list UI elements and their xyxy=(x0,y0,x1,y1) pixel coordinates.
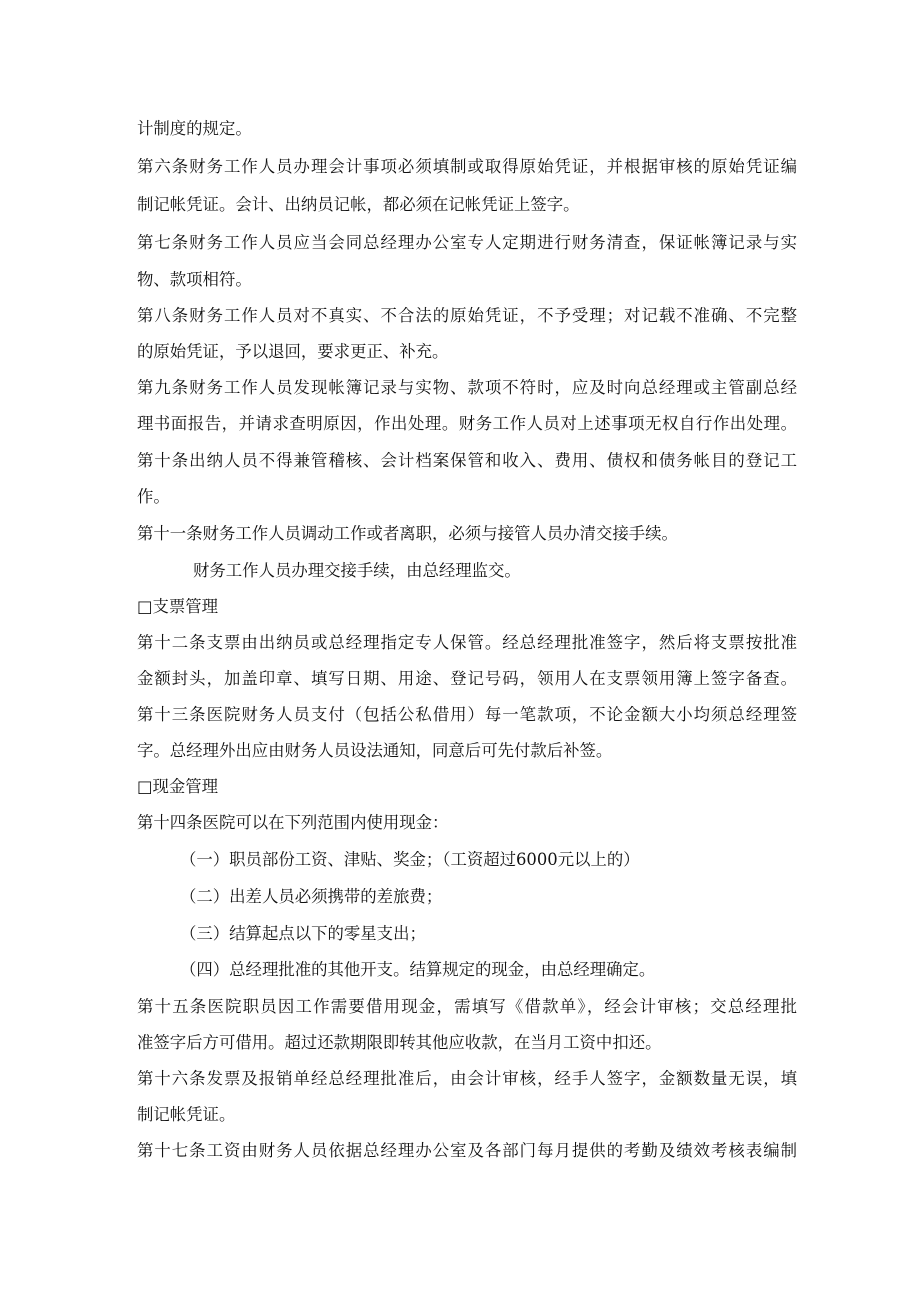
list-item: （四）总经理批准的其他开支。结算规定的现金，由总经理确定。 xyxy=(180,960,656,979)
text-line: 第十一条财务工作人员调动工作或者离职，必须与接管人员办清交接手续。 xyxy=(137,524,678,543)
text-line: 计制度的规定。 xyxy=(137,119,252,138)
list-item: （二）出差人员必须携带的差旅费； xyxy=(180,887,443,906)
text-line: 金额封头，加盖印章、填写日期、用途、登记号码，领用人在支票领用簿上签字备查。 xyxy=(137,669,797,688)
section-heading: □支票管理 xyxy=(137,597,219,616)
text-line: 作。 xyxy=(137,487,170,506)
text-line: 第十三条医院财务人员支付（包括公私借用）每一笔款项，不论金额大小均须总经理签 xyxy=(137,705,797,724)
list-item: （一）职员部份工资、津贴、奖金；（工资超过6000元以上的） xyxy=(180,850,640,869)
text-line: 第九条财务工作人员发现帐簿记录与实物、款项不符时，应及时向总经理或主管副总经 xyxy=(137,378,797,397)
text-line: 第八条财务工作人员对不真实、不合法的原始凭证，不予受理；对记载不准确、不完整 xyxy=(137,306,797,325)
text-line: 第十七条工资由财务人员依据总经理办公室及各部门每月提供的考勤及绩效考核表编制 xyxy=(137,1141,797,1160)
text-line: 财务工作人员办理交接手续，由总经理监交。 xyxy=(193,561,521,580)
text-line: 第六条财务工作人员办理会计事项必须填制或取得原始凭证，并根据审核的原始凭证编 xyxy=(137,157,797,176)
text-line: 第七条财务工作人员应当会同总经理办公室专人定期进行财务清查，保证帐簿记录与实 xyxy=(137,233,797,252)
text-line: 第十条出纳人员不得兼管稽核、会计档案保管和收入、费用、债权和债务帐目的登记工 xyxy=(137,451,797,470)
section-heading: □现金管理 xyxy=(137,777,219,796)
text-line: 字。总经理外出应由财务人员设法通知，同意后可先付款后补签。 xyxy=(137,741,613,760)
text-line: 第十四条医院可以在下列范围内使用现金： xyxy=(137,813,449,832)
text-line: 理书面报告，并请求查明原因，作出处理。财务工作人员对上述事项无权自行作出处理。 xyxy=(137,414,797,433)
text-line: 制记帐凭证。 xyxy=(137,1105,236,1124)
list-item: （三）结算起点以下的零星支出； xyxy=(180,924,426,943)
text-line: 第十二条支票由出纳员或总经理指定专人保管。经总经理批准签字，然后将支票按批准 xyxy=(137,633,797,652)
text-line: 准签字后方可借用。超过还款期限即转其他应收款，在当月工资中扣还。 xyxy=(137,1033,662,1052)
text-line: 制记帐凭证。会计、出纳员记帐，都必须在记帐凭证上签字。 xyxy=(137,195,580,214)
text-line: 第十六条发票及报销单经总经理批准后，由会计审核，经手人签字，金额数量无误，填 xyxy=(137,1069,797,1088)
text-line: 第十五条医院职员因工作需要借用现金，需填写《借款单》，经会计审核；交总经理批 xyxy=(137,997,797,1016)
text-line: 物、款项相符。 xyxy=(137,270,252,289)
text-line: 的原始凭证，予以退回，要求更正、补充。 xyxy=(137,342,449,361)
